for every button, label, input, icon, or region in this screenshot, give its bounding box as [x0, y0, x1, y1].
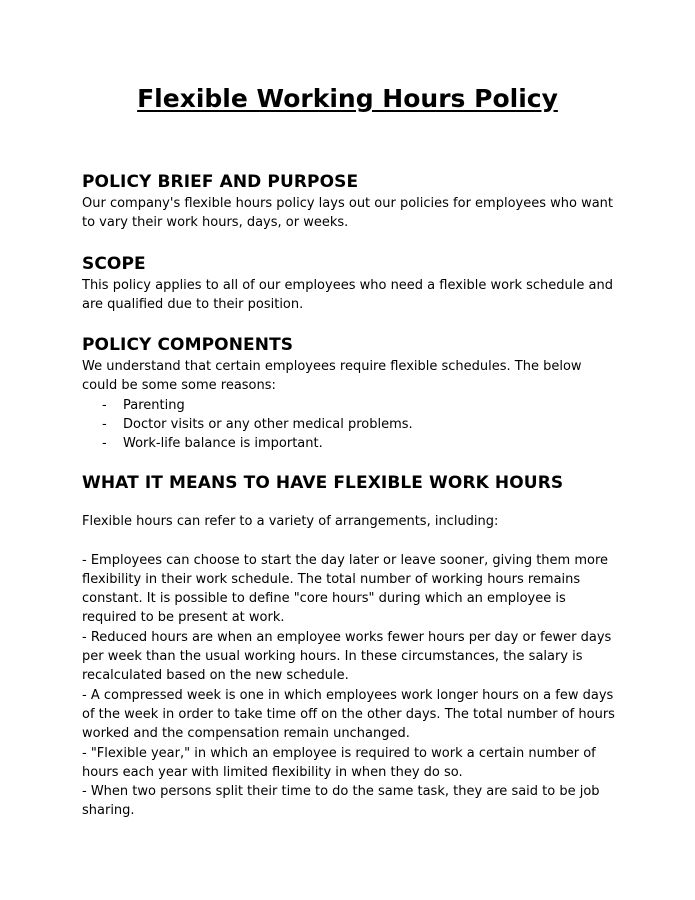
section-heading: WHAT IT MEANS TO HAVE FLEXIBLE WORK HOURS	[82, 473, 564, 493]
spacer	[82, 531, 617, 550]
list-item	[102, 415, 617, 434]
arrangement-item: - Reduced hours are when an employee works fewer hours per day or fewer days per week than the usual working hours. In these circumstances, the salary is recalculated based on the new schedule.	[82, 629, 612, 684]
section-scope	[82, 252, 617, 315]
section-heading: SCOPE	[82, 254, 146, 274]
section-heading: POLICY COMPONENTS	[82, 335, 294, 355]
list-item-text: Doctor visits or any other medical problems.	[123, 416, 413, 432]
arrangement-item: - A compressed week is one in which employees work longer hours on a few days of the week in order to take time off on the other days. The total number of hours worked and the compensation remain unchanged.	[82, 687, 615, 742]
section-paragraph: We understand that certain employees require flexible schedules. The below could be some some reasons:	[82, 359, 582, 394]
section-policy-components	[82, 333, 617, 453]
document-title: Flexible Working Hours Policy	[137, 84, 558, 113]
section-flexible-hours-meaning	[82, 471, 617, 821]
section-policy-brief	[82, 170, 617, 233]
arrangement-item: - When two persons split their time to do the same task, they are said to be job sharing.	[82, 784, 600, 819]
list-item-text: Work-life balance is important.	[123, 436, 323, 452]
list-item-text: Parenting	[123, 397, 185, 413]
list-item	[102, 396, 617, 415]
arrangement-item: - Employees can choose to start the day later or leave sooner, giving them more flexibility in their work schedule. The total number of working hours remains constant. It is possible to define "core hours" during which an employee is required to be present at work.	[82, 552, 609, 626]
bullet-dash: -	[102, 416, 107, 432]
list-item	[102, 434, 617, 453]
arrangement-item: - "Flexible year," in which an employee is required to work a certain number of hours each year with limited flexibility in when they do so.	[82, 745, 596, 780]
bullet-dash: -	[102, 436, 107, 452]
bullet-dash: -	[102, 397, 107, 413]
section-heading: POLICY BRIEF AND PURPOSE	[82, 172, 359, 192]
section-paragraph: Our company's flexible hours policy lays out our policies for employees who want to vary their work hours, days, or weeks.	[82, 196, 614, 231]
section-paragraph: This policy applies to all of our employees who need a flexible work schedule and are qualified due to their position.	[82, 278, 613, 313]
reasons-list	[82, 396, 617, 454]
section-paragraph: Flexible hours can refer to a variety of arrangements, including:	[82, 514, 499, 529]
